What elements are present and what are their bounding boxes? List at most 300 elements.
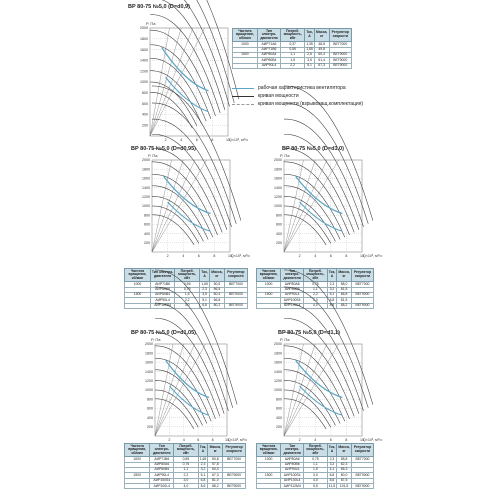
table-cell: АИР80А6 — [150, 287, 174, 292]
plot-area — [274, 86, 382, 258]
y-tick-label: 1600 — [142, 176, 150, 181]
y-tick-label: 200 — [142, 123, 148, 128]
table-header-row — [125, 269, 248, 282]
y-axis-label: P, Па — [280, 153, 290, 158]
working-characteristic — [296, 176, 343, 213]
y-tick-label: 1400 — [140, 58, 148, 63]
x-tick-label: 6 — [329, 254, 332, 258]
x-axis-label: Q×10³, м³/ч — [231, 254, 250, 258]
table-cell: 87,5 — [337, 478, 352, 483]
y-tick-label: 600 — [276, 406, 282, 411]
y-tick-label: 2000 — [274, 158, 282, 163]
table-cell: ВЕГ9000 — [329, 58, 351, 63]
chart-title: ВР 80-75 №5,0 (D=d1,05) — [131, 330, 196, 336]
table-cell: 60,4 — [208, 468, 223, 473]
x-tick-label: 8 — [211, 438, 214, 442]
table-cell: ВЕГ9000 — [351, 473, 373, 478]
x-tick-label: 8 — [211, 138, 214, 142]
chart-svg — [139, 336, 247, 450]
chart-svg — [136, 152, 250, 266]
table-cell: 1,65 — [201, 281, 208, 286]
table-cell — [125, 484, 150, 489]
x-tick-label: 4 — [182, 438, 185, 442]
x-tick-label: 6 — [329, 438, 332, 442]
rpm-curve — [152, 196, 203, 241]
y-tick-label: 600 — [276, 222, 282, 227]
rpm-curve — [152, 206, 199, 243]
table-cell: ВЕГ9000 — [224, 293, 247, 298]
legend-text-power-ex: кривая мощности (взрывозащ.комплектация) — [258, 101, 364, 107]
table-header-row — [257, 444, 374, 457]
table-cell: 6,8 — [198, 478, 208, 483]
x-tick-label: 6 — [197, 438, 200, 442]
x-tick-label: 4 — [182, 254, 185, 258]
table-header-cell: Масса, кг — [314, 29, 329, 42]
table-row — [257, 303, 374, 308]
y-tick-label: 1000 — [274, 388, 282, 393]
x-tick-label: 8 — [345, 254, 348, 258]
y-tick-label: 200 — [144, 241, 150, 245]
table-header-cell: Масса, кг — [208, 444, 223, 457]
table-cell: 49,8 — [314, 47, 329, 52]
table-cell: 101,5 — [337, 484, 352, 489]
y-tick-label: 1800 — [274, 351, 282, 356]
table-header-cell: Тип электро-двигателя — [281, 444, 304, 457]
table-header-cell: Ток, А — [305, 29, 315, 42]
table-cell: 6,8 — [327, 473, 337, 478]
y-tick-label: 1600 — [140, 47, 148, 52]
y-tick-label: 800 — [276, 397, 282, 402]
table-cell: 4,0 — [304, 478, 328, 483]
legend-item-power-ex — [232, 100, 363, 108]
table-cell: 88,2 — [337, 303, 352, 308]
working-characteristic — [162, 47, 209, 90]
table-cell: 3,0 — [304, 473, 328, 478]
table-cell: АИР80А6 — [281, 282, 304, 287]
table-cell: 50,8 — [208, 457, 223, 462]
table-header-cell: Тип электро-двигателя — [257, 29, 280, 42]
table-cell: АИР80А4 — [257, 53, 280, 58]
table-header-cell: Регулятор скорости — [224, 269, 247, 282]
table-header-cell: Ток, А — [200, 269, 210, 282]
table-header-cell: Потреб. мощность, кВт — [304, 269, 328, 282]
table-cell: АИР112М4 — [281, 484, 304, 489]
x-tick-label: 10 — [360, 254, 364, 258]
table-header-cell: Регулятор скорости — [223, 444, 246, 457]
y-tick-label: 1200 — [274, 379, 282, 383]
table-cell: 56,5 — [210, 287, 225, 292]
table-cell — [257, 303, 281, 308]
y-tick-label: 600 — [144, 222, 150, 227]
working-characteristic — [166, 360, 209, 397]
x-tick-label: 10 — [225, 438, 229, 442]
table-cell: 1500 — [257, 473, 281, 478]
table-cell: 1,1 — [304, 287, 328, 292]
table-row — [125, 484, 246, 489]
table-row — [125, 303, 248, 308]
table-cell: 80,0 — [337, 473, 352, 478]
table-cell — [125, 303, 151, 308]
table-cell: ВЕГ9000 — [351, 303, 373, 308]
y-tick-label: 1000 — [274, 204, 282, 209]
x-axis-label: Q×10³, м³/ч — [228, 438, 247, 442]
table-cell: 8,6 — [198, 484, 208, 489]
chart-svg — [134, 20, 248, 150]
y-tick-label: 1000 — [142, 204, 150, 209]
table-cell: 1000 — [233, 42, 258, 47]
table-cell: ВЕГ7000 — [224, 282, 247, 287]
table-cell: 1000 — [125, 457, 150, 462]
y-axis-label: P, Па — [146, 21, 156, 26]
table-cell: АИР90L4 — [257, 63, 280, 68]
rpm-curve — [284, 380, 335, 425]
table-cell: 62,3 — [337, 462, 352, 467]
rpm-curve — [150, 92, 192, 127]
rpm-curve — [284, 196, 335, 241]
y-tick-label: 1200 — [140, 69, 148, 74]
table-cell: АИР80В6 — [281, 462, 304, 467]
legend-item-power — [232, 92, 363, 100]
table-cell: АИР100S4 — [150, 478, 174, 483]
spec-table — [256, 443, 374, 489]
table-cell: 1,1 — [281, 53, 305, 58]
table-cell: 81,0 — [208, 478, 223, 483]
spec-table — [256, 268, 374, 309]
y-tick-label: 600 — [142, 101, 148, 106]
rpm-curve — [155, 390, 198, 427]
table-header-cell: Ток, А — [198, 444, 208, 457]
table-header-cell: Потреб. мощность, кВт — [281, 29, 305, 42]
spec-table — [124, 443, 246, 489]
table-cell: АИР100S4 — [150, 303, 174, 308]
y-tick-label: 400 — [144, 231, 150, 236]
table-row — [257, 484, 374, 489]
table-cell: 8,6 — [327, 478, 337, 483]
x-tick-label: 6 — [197, 254, 200, 258]
table-cell — [257, 484, 281, 489]
table-cell: 61,5 — [337, 287, 352, 292]
table-cell: АИР71В6 — [150, 457, 174, 462]
table-cell: 3,2 — [198, 468, 208, 473]
table-header-cell: Регулятор скорости — [351, 269, 373, 282]
legend-text-fan: рабочая характеристика вентилятора — [258, 85, 346, 91]
x-tick-label: 2 — [168, 438, 171, 442]
table-cell: 4,0 — [304, 303, 328, 308]
y-tick-label: 1400 — [274, 185, 282, 190]
table-cell: 66,8 — [210, 298, 225, 303]
y-tick-label: 1600 — [274, 176, 282, 181]
table-cell: 60,4 — [314, 53, 329, 58]
table-cell: 3,0 — [304, 298, 328, 303]
table-cell: АИР100L4 — [281, 478, 304, 483]
y-tick-label: 1800 — [145, 351, 153, 356]
plot-area — [140, 0, 248, 142]
table-cell: АИР90L4 — [150, 473, 174, 478]
y-tick-label: 1800 — [274, 167, 282, 172]
y-tick-label: 400 — [142, 112, 148, 117]
table-cell: 5,5 — [304, 484, 328, 489]
table-cell: 66,8 — [337, 293, 352, 298]
table-header-row — [257, 269, 374, 282]
x-tick-label: 4 — [180, 138, 183, 142]
table-cell: 1500 — [233, 53, 258, 58]
x-tick-label: 10 — [360, 438, 364, 442]
table-cell: 1000 — [257, 457, 281, 462]
chart-title: ВР 80-75 №5,0 (D=d0,9) — [128, 4, 190, 10]
table-cell: 2,3 — [327, 457, 337, 462]
y-tick-label: 1200 — [274, 195, 282, 199]
y-tick-label: 200 — [276, 241, 282, 245]
rpm-curve — [155, 380, 203, 425]
spec-table — [232, 28, 352, 69]
y-tick-label: 1400 — [142, 185, 150, 190]
y-axis-label: P, Па — [148, 153, 158, 158]
table-cell: 1000 — [125, 282, 151, 287]
table-cell: ВЕГ9000 — [351, 293, 373, 298]
y-tick-label: 2000 — [274, 342, 282, 347]
table-cell: 1500 — [125, 293, 151, 298]
chart-title: ВР 80-75 №5,0 (D=d1,0) — [282, 146, 344, 152]
table-cell: 11,5 — [328, 483, 336, 488]
table-header-cell: Частота вращения, об/мин — [257, 444, 281, 457]
table-cell: 1,65 — [306, 47, 313, 52]
table-cell: 1,35 — [306, 41, 313, 46]
y-tick-label: 200 — [276, 425, 282, 429]
legend — [232, 84, 363, 108]
table-cell: 0,55 — [281, 47, 305, 52]
table-cell: АИР80В6 — [281, 287, 304, 292]
y-tick-label: 2000 — [140, 26, 148, 31]
table-cell: 50,5 — [210, 282, 225, 287]
x-tick-label: 2 — [298, 254, 301, 258]
rpm-curve — [284, 206, 331, 243]
table-cell: 0,75 — [174, 462, 198, 467]
chart-svg — [268, 152, 382, 266]
table-header-cell: Масса, кг — [337, 269, 352, 282]
x-tick-label: 2 — [166, 254, 169, 258]
table-cell: 8,6 — [327, 303, 337, 308]
table-cell: 60,4 — [210, 293, 225, 298]
table-header-cell: Потреб. мощность, кВт — [174, 444, 198, 457]
table-cell: ВЕГ7000 — [329, 42, 351, 47]
table-cell: 58,8 — [337, 457, 352, 462]
table-cell: ВЕГ9000 — [329, 63, 351, 68]
y-tick-label: 400 — [276, 415, 282, 420]
table-cell: АИР100L4 — [150, 484, 174, 489]
table-cell: 0,75 — [304, 282, 328, 287]
table-cell: АИР100L4 — [281, 303, 304, 308]
table-cell: ВЕГ9000 — [223, 473, 246, 478]
table-cell: АИР90L4 — [150, 298, 174, 303]
table-header-cell: Регулятор скорости — [329, 29, 351, 42]
table-cell: 2,3 — [327, 282, 337, 287]
table-cell: 80,2 — [210, 303, 225, 308]
legend-swatch-fan — [232, 88, 254, 89]
table-cell: АИР90L4 — [281, 293, 304, 298]
table-cell: 57,8 — [208, 462, 223, 467]
y-tick-label: 2000 — [142, 158, 150, 163]
x-tick-label: 6 — [195, 138, 198, 142]
table-cell: 61,4 — [314, 58, 329, 63]
table-cell: 5,1 — [198, 473, 208, 478]
y-tick-label: 1600 — [145, 360, 153, 365]
x-axis-label: Q×10³, м³/ч — [363, 254, 382, 258]
table-cell: 1,65 — [199, 456, 207, 461]
y-axis-label: P, Па — [280, 337, 290, 342]
y-tick-label: 800 — [142, 91, 148, 95]
x-tick-label: 8 — [345, 438, 348, 442]
rpm-curve — [150, 71, 201, 124]
table-cell: 2,6 — [305, 53, 315, 58]
table-cell: АИР80В6 — [150, 468, 174, 473]
table-header-cell: Потреб. мощность, кВт — [175, 269, 200, 282]
table-cell: АИР80А6 — [150, 462, 174, 467]
table-header-cell: Тип электро-двигателя — [150, 269, 174, 282]
table-cell: 81,5 — [337, 298, 352, 303]
table-cell: ВЕГ7000 — [223, 457, 246, 462]
y-tick-label: 400 — [147, 415, 153, 420]
table-cell: 2,2 — [304, 293, 328, 298]
table-cell: АИР71В6 — [150, 282, 174, 287]
x-tick-label: 10 — [228, 254, 232, 258]
table-cell: АИР80А6 — [281, 457, 304, 462]
y-tick-label: 1400 — [145, 369, 153, 374]
table-cell: 3,5 — [200, 293, 210, 298]
table-cell: 88,2 — [208, 484, 223, 489]
table-cell: 3,5 — [305, 58, 315, 63]
x-tick-label: 8 — [213, 254, 216, 258]
table-cell: ВЕГ7000 — [351, 282, 373, 287]
table-header-cell: Потреб. мощность, кВт — [304, 444, 328, 457]
y-tick-label: 400 — [276, 231, 282, 236]
working-characteristic — [164, 176, 211, 213]
table-cell: 3,2 — [327, 287, 337, 292]
table-cell: 2,3 — [198, 462, 208, 467]
table-header-cell: Масса, кг — [210, 269, 225, 282]
table-cell: 2,3 — [200, 287, 210, 292]
table-cell: ВЕГ9000 — [223, 484, 246, 489]
rpm-curve — [284, 390, 331, 427]
table-cell: 1,1 — [174, 468, 198, 473]
x-tick-label: 10 — [226, 138, 230, 142]
rpm-curve — [150, 0, 230, 106]
table-cell: 5,1 — [305, 63, 315, 68]
table-cell: АИР71В6 — [257, 47, 280, 52]
table-cell: 2,2 — [174, 473, 198, 478]
table-header-row — [125, 444, 246, 457]
table-header-row — [233, 29, 352, 42]
table-row — [233, 63, 352, 68]
y-tick-label: 1600 — [274, 360, 282, 365]
table-cell: 4,1 — [327, 468, 337, 473]
y-tick-label: 1800 — [142, 167, 150, 172]
y-tick-label: 1000 — [145, 388, 153, 393]
table-cell: 4,0 — [174, 484, 198, 489]
table-cell: 0,37 — [281, 42, 305, 47]
chart-title: ВР 80-75 №5,0 (D=d0,95) — [131, 146, 196, 152]
table-cell: ВЕГ9000 — [351, 484, 373, 489]
legend-swatch-power — [232, 96, 254, 97]
y-tick-label: 800 — [147, 397, 153, 402]
table-cell: 2,2 — [281, 63, 305, 68]
x-tick-label: 2 — [164, 138, 167, 142]
table-header-cell: Ток, А — [327, 269, 337, 282]
table-header-cell: Частота вращения, об/мин — [257, 269, 281, 282]
table-cell: 58,0 — [337, 282, 352, 287]
table-header-cell: Частота вращения, об/мин — [125, 444, 150, 457]
table-header-cell: Частота вращения, об/мин — [125, 269, 151, 282]
table-header-cell: Тип электро-двигателя — [150, 444, 174, 457]
y-tick-label: 1000 — [140, 80, 148, 85]
table-cell: 3,0 — [174, 478, 198, 483]
table-cell: 1500 — [257, 293, 281, 298]
table-cell: 1000 — [257, 282, 281, 287]
legend-text-power: кривая мощности — [258, 93, 299, 99]
y-tick-label: 1200 — [145, 379, 153, 383]
table-cell: 1,5 — [304, 468, 328, 473]
table-cell: 0,75 — [175, 287, 200, 292]
x-tick-label: 2 — [298, 438, 301, 442]
x-axis-label: Q×10³, м³/ч — [229, 138, 248, 142]
chart-svg — [268, 336, 382, 450]
table-header-cell: Тип электро-двигателя — [281, 269, 304, 282]
table-header-cell: Частота вращения, об/мин — [233, 29, 258, 42]
table-cell: 1,5 — [281, 58, 305, 63]
table-cell: АИР71А6 — [257, 42, 280, 47]
table-header-cell: Ток, А — [327, 444, 337, 457]
y-tick-label: 600 — [147, 406, 153, 411]
x-axis-label: Q×10³, м³/ч — [363, 438, 382, 442]
working-characteristic — [296, 360, 343, 397]
table-cell: 67,3 — [208, 473, 223, 478]
chart-title: ВР 80-75 №5,0 (D=d1,1) — [278, 330, 340, 336]
table-cell: 0,55 — [174, 457, 198, 462]
table-cell: 1,5 — [175, 293, 200, 298]
table-cell: 3,2 — [327, 462, 337, 467]
table-cell: 2,2 — [175, 298, 200, 303]
y-axis-label: P, Па — [151, 337, 161, 342]
y-tick-label: 1200 — [142, 195, 150, 199]
table-cell: 67,3 — [314, 63, 329, 68]
efficiency-ray — [155, 344, 195, 436]
legend-swatch-power-ex — [232, 104, 254, 105]
table-cell: 3,0 — [175, 303, 200, 308]
table-cell: 6,8 — [200, 303, 210, 308]
table-cell: АИР80В4 — [257, 58, 280, 63]
y-tick-label: 1800 — [140, 37, 148, 41]
table-cell: АИР90L6 — [281, 468, 304, 473]
table-cell: 6,8 — [327, 298, 337, 303]
table-cell — [233, 63, 258, 68]
table-cell: 65,3 — [337, 468, 352, 473]
table-cell: 1,1 — [304, 462, 328, 467]
table-cell: ВЕГ7000 — [351, 457, 373, 462]
y-tick-label: 1400 — [274, 369, 282, 374]
y-tick-label: 2000 — [145, 342, 153, 347]
x-tick-label: 4 — [314, 254, 317, 258]
table-cell: 0,75 — [304, 457, 328, 462]
y-tick-label: 800 — [276, 213, 282, 218]
y-tick-label: 200 — [147, 425, 153, 429]
table-cell: АИР100S4 — [281, 473, 304, 478]
y-tick-label: 800 — [144, 213, 150, 218]
table-cell: АИР100S4 — [281, 298, 304, 303]
x-tick-label: 4 — [314, 438, 317, 442]
table-cell: 0,55 — [175, 282, 200, 287]
table-cell: 5,1 — [200, 298, 210, 303]
table-cell: АИР80В4 — [150, 293, 174, 298]
table-header-cell: Регулятор скорости — [351, 444, 373, 457]
